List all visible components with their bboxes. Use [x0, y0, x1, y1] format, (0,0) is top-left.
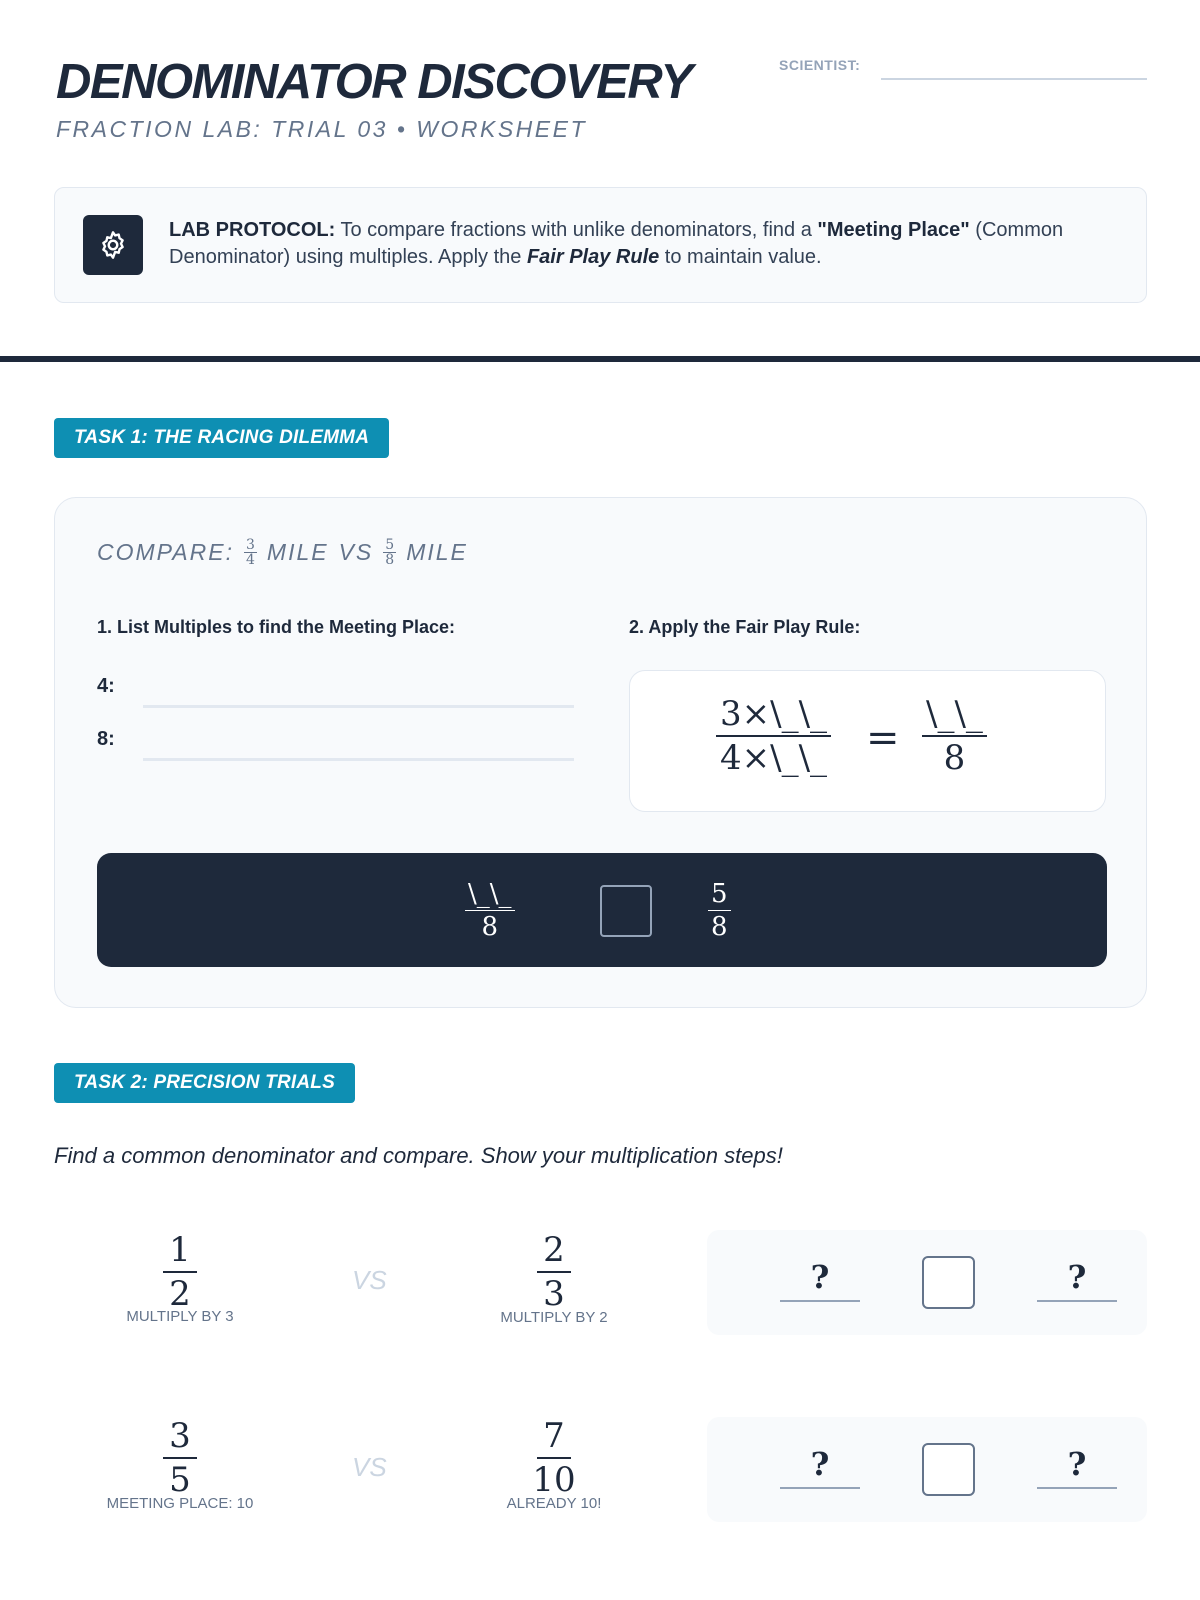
equals-sign: =	[866, 715, 900, 761]
fraction-denominator: 4	[245, 552, 255, 568]
multiples-input-8[interactable]	[143, 758, 574, 761]
comparison-result-bar	[97, 853, 1107, 967]
fair-play-right-fraction	[922, 694, 987, 778]
section-divider	[0, 356, 1200, 362]
worksheet-title: DENOMINATOR DISCOVERY	[56, 55, 692, 109]
task2-row2-hint-b: ALREADY 10!	[506, 1495, 602, 1512]
fraction-denominator: 8	[385, 552, 395, 568]
protocol-fair-play: Fair Play Rule	[526, 246, 660, 268]
step1-label: 1. List Multiples to find the Meeting Place:	[97, 617, 456, 637]
result-right-denominator: 8	[711, 912, 728, 942]
task1-badge: TASK 1: THE RACING DILEMMA	[54, 418, 389, 458]
compare-unit-b: MILE	[406, 539, 468, 565]
task2-row1-answer-right[interactable]: ?	[1037, 1258, 1117, 1302]
fair-play-equation-box	[629, 670, 1106, 812]
task2-row1-comparison-box[interactable]	[922, 1256, 975, 1309]
compare-unit-a: MILE	[266, 539, 329, 565]
task2-row2-answer-left[interactable]: ?	[780, 1445, 860, 1489]
fair-play-right-denominator: 8	[943, 738, 966, 778]
fair-play-left-fraction	[716, 694, 831, 778]
task2-row2-fraction-b	[494, 1416, 614, 1500]
fraction-numerator: 3	[245, 537, 255, 553]
protocol-text-2: (Common Denominator) using multiples. Apply the	[169, 219, 1064, 268]
task2-row2-vs: VS	[352, 1452, 387, 1482]
task2-instruction: Find a common denominator and compare. Show your multiplication steps!	[54, 1143, 783, 1168]
result-right-numerator: 5	[708, 881, 731, 911]
gear-icon	[83, 215, 143, 275]
task2-row2-fraction-a	[120, 1416, 240, 1500]
scientist-name-line[interactable]	[881, 78, 1147, 80]
protocol-text-3: to maintain value.	[659, 246, 822, 268]
fraction-numerator: 7	[537, 1419, 571, 1459]
task2-row2-comparison-box[interactable]	[922, 1443, 975, 1496]
fraction-numerator: 5	[385, 537, 395, 553]
task2-row1-fraction-b	[494, 1230, 614, 1314]
protocol-meeting-place: "Meeting Place"	[817, 219, 970, 241]
result-left-numerator[interactable]: \_\_	[465, 881, 515, 911]
task2-row2-hint-a: MEETING PLACE: 10	[106, 1495, 254, 1512]
result-left-denominator: 8	[481, 912, 499, 942]
task1-card	[54, 497, 1147, 1008]
task2-badge: TASK 2: PRECISION TRIALS	[54, 1063, 355, 1103]
compare-heading	[97, 538, 468, 567]
fraction-three-quarters	[244, 538, 257, 567]
compare-prefix: COMPARE:	[97, 539, 234, 565]
result-left-fraction	[465, 881, 515, 940]
fair-play-left-denominator[interactable]: 4×\_\_	[720, 738, 828, 778]
lab-protocol-box	[54, 187, 1147, 303]
fraction-numerator: 2	[537, 1233, 571, 1273]
result-right-fraction	[708, 881, 731, 940]
step2-label: 2. Apply the Fair Play Rule:	[629, 617, 861, 637]
lab-protocol-text	[169, 217, 1099, 271]
compare-vs: VS	[338, 539, 374, 565]
task2-row1-hint-b: MULTIPLY BY 2	[500, 1309, 608, 1326]
comparison-symbol-box[interactable]	[600, 885, 652, 937]
fraction-denominator: 5	[169, 1460, 191, 1500]
multiples-input-4[interactable]	[143, 705, 574, 708]
fraction-denominator: 10	[532, 1460, 576, 1500]
protocol-text-1: To compare fractions with unlike denominators, find a	[335, 219, 818, 241]
task2-row2-answer-right[interactable]: ?	[1037, 1445, 1117, 1489]
fraction-five-eighths	[383, 538, 396, 567]
fraction-denominator: 2	[169, 1274, 191, 1314]
fraction-numerator: 1	[163, 1233, 197, 1273]
protocol-lead: LAB PROTOCOL:	[169, 219, 336, 241]
fair-play-right-numerator[interactable]: \_\_	[922, 697, 987, 737]
task2-row1-vs: VS	[352, 1265, 387, 1295]
multiples-label-8: 8:	[97, 728, 115, 750]
scientist-label: SCIENTIST:	[779, 57, 861, 73]
task2-row1-answer-panel	[707, 1230, 1147, 1335]
fraction-numerator: 3	[163, 1419, 197, 1459]
task2-row2-answer-panel	[707, 1417, 1147, 1522]
fair-play-left-numerator[interactable]: 3×\_\_	[716, 697, 831, 737]
worksheet-subtitle: FRACTION LAB: TRIAL 03 • WORKSHEET	[56, 116, 587, 142]
fraction-denominator: 3	[543, 1274, 565, 1314]
multiples-label-4: 4:	[97, 675, 115, 697]
task2-row1-answer-left[interactable]: ?	[780, 1258, 860, 1302]
task2-row1-fraction-a	[120, 1230, 240, 1314]
task2-row1-hint-a: MULTIPLY BY 3	[126, 1308, 234, 1325]
